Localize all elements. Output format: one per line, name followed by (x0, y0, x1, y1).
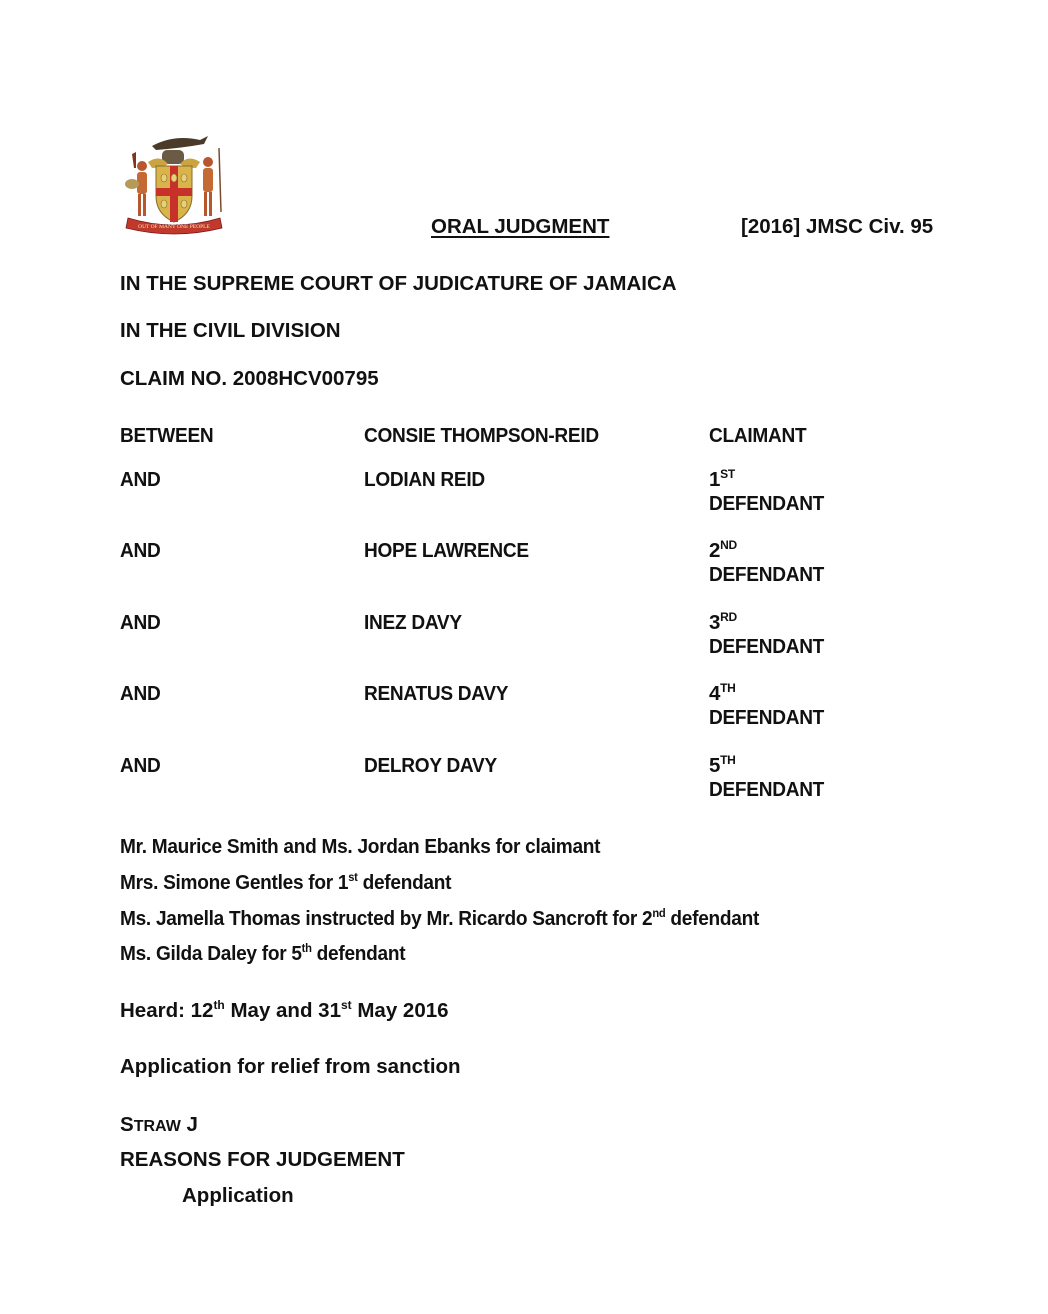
judge-name: STRAW J (120, 1113, 198, 1136)
claim-number: CLAIM NO. 2008HCV00795 (120, 367, 379, 390)
party-name: RENATUS DAVY (364, 682, 509, 705)
party-name: CONSIE THOMPSON-REID (364, 424, 599, 447)
party-role: DEFENDANT (709, 492, 825, 515)
motto-text: OUT OF MANY ONE PEOPLE (138, 224, 210, 230)
party-connector: BETWEEN (120, 424, 214, 447)
hearing-dates: Heard: 12th May and 31st May 2016 (120, 998, 449, 1022)
section-heading: Application (182, 1184, 294, 1207)
party-connector: AND (120, 468, 161, 491)
court-division: IN THE CIVIL DIVISION (120, 319, 341, 342)
party-name: INEZ DAVY (364, 611, 462, 634)
party-connector: AND (120, 611, 161, 634)
counsel-line: Mr. Maurice Smith and Ms. Jordan Ebanks for claimant (120, 835, 601, 858)
party-role: DEFENDANT (709, 635, 825, 658)
party-connector: AND (120, 539, 161, 562)
counsel-line: Mrs. Simone Gentles for 1st defendant (120, 870, 452, 894)
party-connector: AND (120, 754, 161, 777)
party-role: DEFENDANT (709, 778, 825, 801)
document-title: ORAL JUDGMENT (431, 215, 610, 238)
party-name: DELROY DAVY (364, 754, 497, 777)
application-subject: Application for relief from sanction (120, 1055, 461, 1078)
party-ordinal: 4TH (709, 681, 736, 705)
court-name: IN THE SUPREME COURT OF JUDICATURE OF JAMAICA (120, 272, 677, 295)
party-ordinal: 3RD (709, 610, 737, 634)
citation: [2016] JMSC Civ. 95 (741, 215, 934, 238)
counsel-line: Ms. Gilda Daley for 5th defendant (120, 941, 406, 965)
party-role: CLAIMANT (709, 424, 807, 447)
jamaica-coat-of-arms-icon (122, 132, 226, 236)
reasons-heading: REASONS FOR JUDGEMENT (120, 1148, 405, 1171)
party-connector: AND (120, 682, 161, 705)
party-name: HOPE LAWRENCE (364, 539, 529, 562)
party-role: DEFENDANT (709, 563, 825, 586)
counsel-line: Ms. Jamella Thomas instructed by Mr. Ricardo Sancroft for 2nd defendant (120, 906, 760, 930)
party-name: LODIAN REID (364, 468, 485, 491)
party-ordinal: 1ST (709, 467, 735, 491)
party-role: DEFENDANT (709, 706, 825, 729)
party-ordinal: 2ND (709, 538, 737, 562)
party-ordinal: 5TH (709, 753, 736, 777)
